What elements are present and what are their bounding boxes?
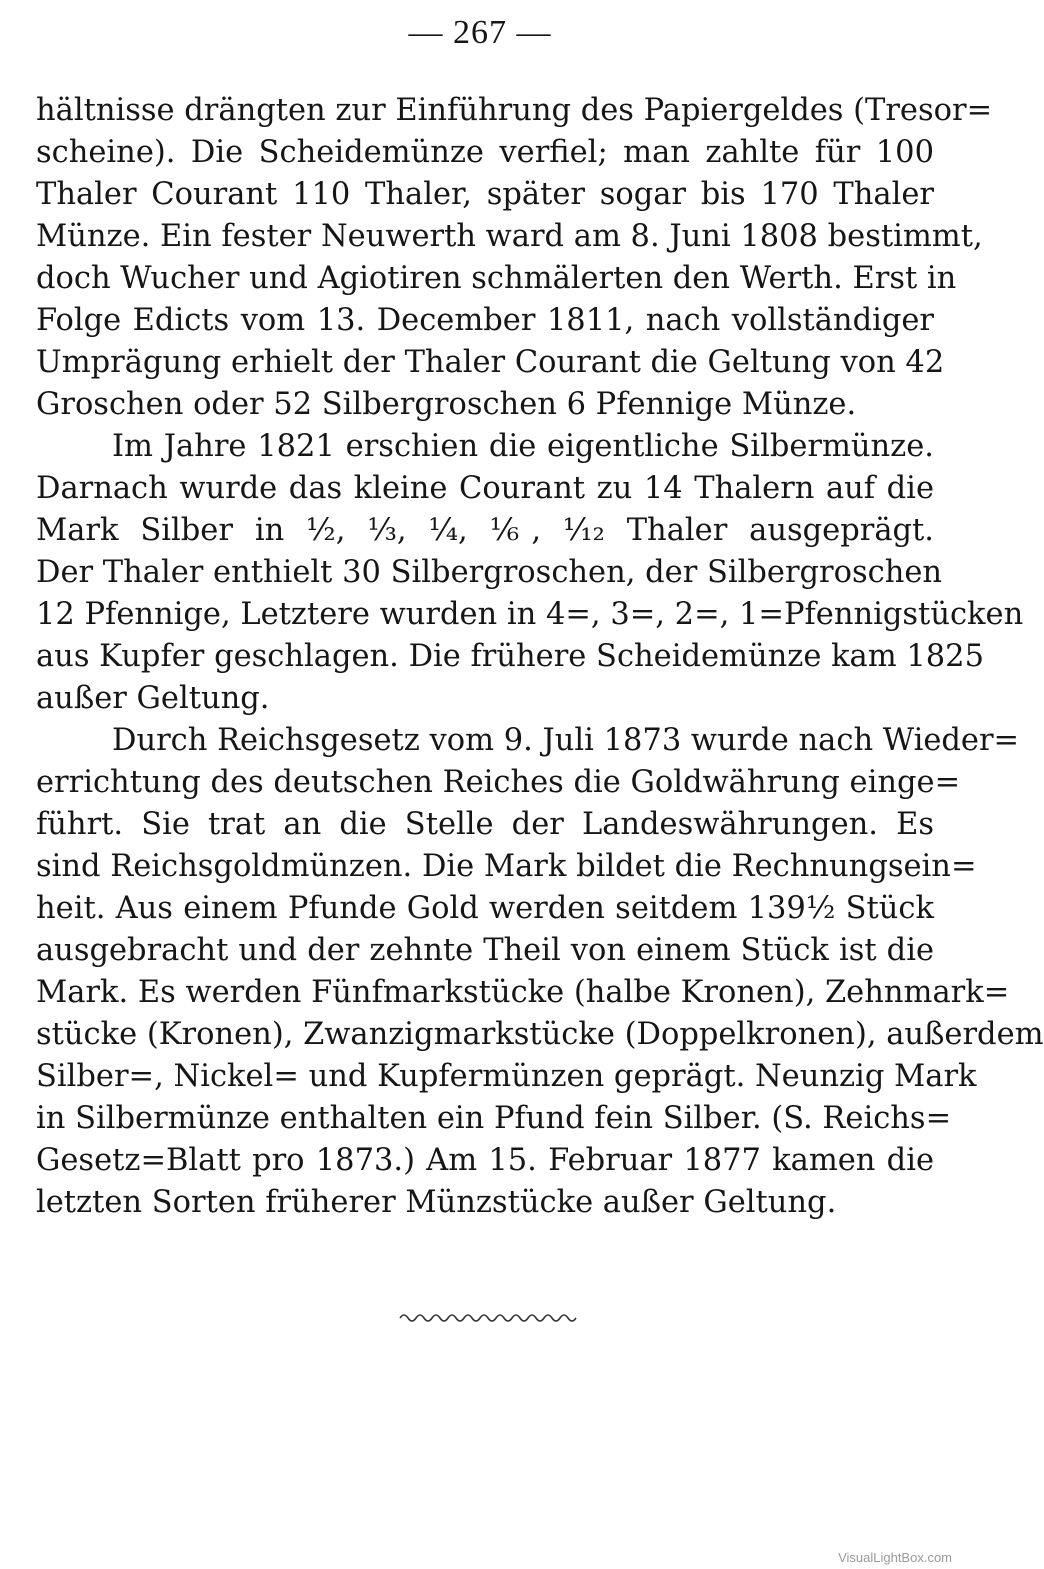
text-line: Münze. Ein fester Neuwerth ward am 8. Juni 1808 bestimmt, — [36, 219, 983, 254]
paragraph — [36, 90, 993, 426]
text-line: Thaler Courant 110 Thaler, später sogar bis 170 Thaler — [36, 177, 934, 212]
text-line: ausgebracht und der zehnte Theil von einem Stück ist die — [36, 933, 934, 968]
text-line: sind Reichsgoldmünzen. Die Mark bildet die Rechnungsein= — [36, 849, 977, 884]
paragraph — [36, 426, 1024, 720]
text-line: heit. Aus einem Pfunde Gold werden seitdem 139½ Stück — [36, 891, 934, 926]
text-line: stücke (Kronen), Zwanzigmarkstücke (Doppelkronen), außerdem — [36, 1017, 1044, 1052]
paragraph — [36, 720, 1044, 1224]
decorative-wavy-divider — [398, 1308, 580, 1328]
text-line: Mark. Es werden Fünfmarkstücke (halbe Kronen), Zehnmark= — [36, 975, 1010, 1010]
text-line: Gesetz=Blatt pro 1873.) Am 15. Februar 1877 kamen die — [36, 1143, 934, 1178]
text-line: 12 Pfennige, Letztere wurden in 4=, 3=, 2=, 1=Pfennigstücken — [36, 597, 1024, 632]
text-line: aus Kupfer geschlagen. Die frühere Scheidemünze kam 1825 — [36, 639, 984, 674]
text-line: Der Thaler enthielt 30 Silbergroschen, der Silbergroschen — [36, 555, 943, 590]
text-line: Folge Edicts vom 13. December 1811, nach vollständiger — [36, 303, 934, 338]
body-text — [36, 90, 1044, 1224]
text-line: errichtung des deutschen Reiches die Goldwährung einge= — [36, 765, 961, 800]
text-line: Silber=, Nickel= und Kupfermünzen geprägt. Neunzig Mark — [36, 1059, 977, 1094]
text-line: Im Jahre 1821 erschien die eigentliche Silbermünze. — [112, 429, 934, 464]
text-line: letzten Sorten früherer Münzstücke außer Geltung. — [36, 1185, 837, 1220]
text-line: hältnisse drängten zur Einführung des Papiergeldes (Tresor= — [36, 93, 993, 128]
page-number: — 267 — — [408, 14, 552, 51]
text-line: außer Geltung. — [36, 681, 270, 716]
watermark: VisualLightBox.com — [838, 1550, 952, 1565]
text-line: Umprägung erhielt der Thaler Courant die Geltung von 42 — [36, 345, 945, 380]
text-line: Mark Silber in ½, ⅓, ¼, ⅙, ¹⁄₁₂ Thaler ausgeprägt. — [36, 513, 934, 548]
text-line: Durch Reichsgesetz vom 9. Juli 1873 wurde nach Wieder= — [112, 723, 1020, 758]
text-line: führt. Sie trat an die Stelle der Landeswährungen. Es — [36, 807, 934, 842]
text-line: in Silbermünze enthalten ein Pfund fein Silber. (S. Reichs= — [36, 1101, 952, 1136]
text-line: doch Wucher und Agiotiren schmälerten den Werth. Erst in — [36, 261, 957, 296]
text-line: Darnach wurde das kleine Courant zu 14 Thalern auf die — [36, 471, 934, 506]
text-line: scheine). Die Scheidemünze verfiel; man zahlte für 100 — [36, 135, 934, 170]
text-line: Groschen oder 52 Silbergroschen 6 Pfennige Münze. — [36, 387, 857, 422]
